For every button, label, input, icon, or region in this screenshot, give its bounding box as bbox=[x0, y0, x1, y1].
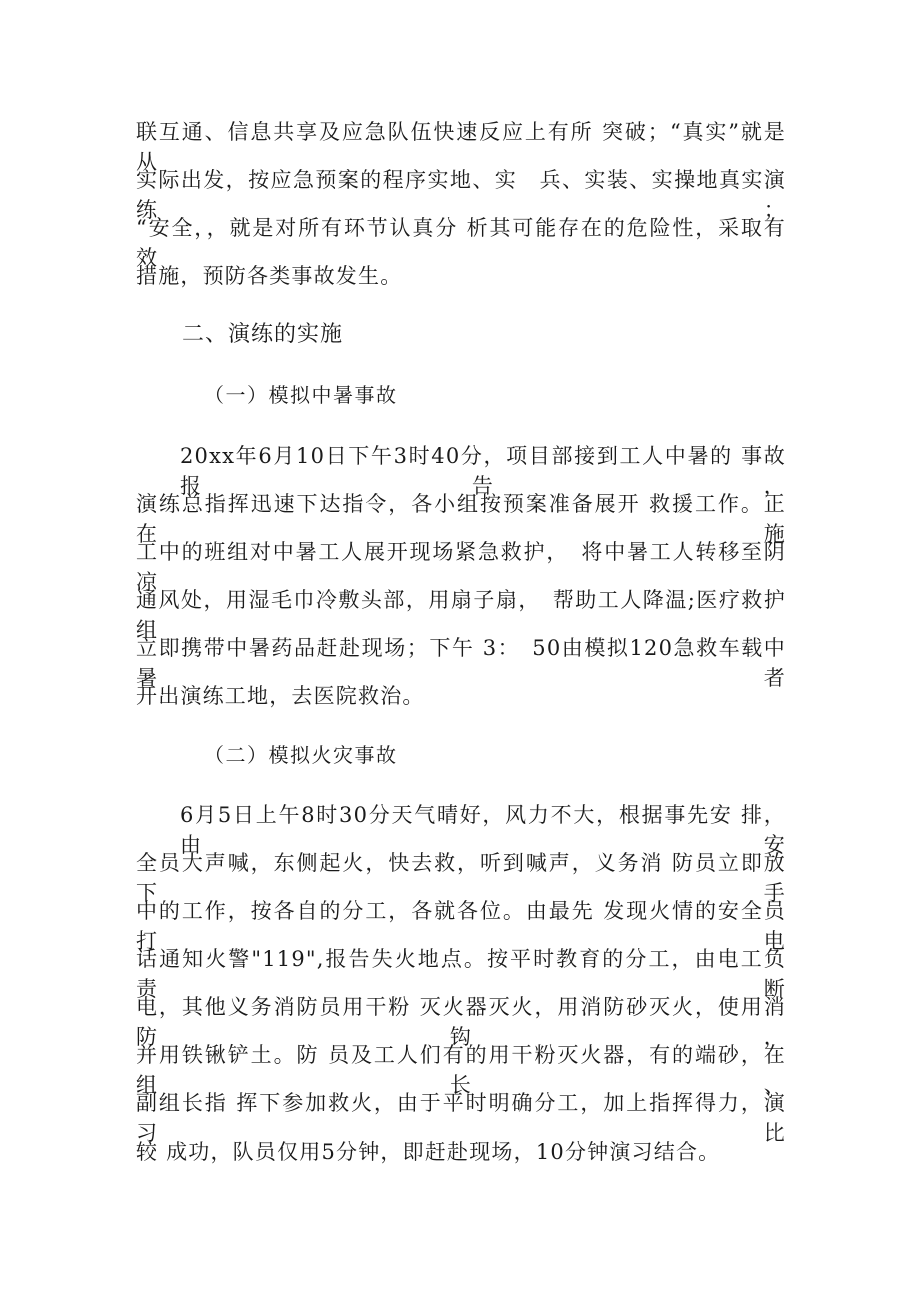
fire-line-2: 全员大声喊，东侧起火，快去救，听到喊声，义务消 防员立即放下手 bbox=[136, 851, 786, 905]
subsection-heading-heatstroke: （一）模拟中暑事故 bbox=[204, 383, 398, 407]
intro-line-2: 实际出发，按应急预案的程序实地、实 兵、实装、实操地真实演练； bbox=[136, 168, 786, 222]
fire-line-6: 并用铁锹铲土。防 员及工人们有的用干粉灭火器，有的端砂，在组长、 bbox=[136, 1043, 786, 1097]
heatstroke-line-4: 通风处，用湿毛巾冷敷头部，用扇子扇， 帮助工人降温;医疗救护组 bbox=[136, 588, 786, 642]
heatstroke-line-3: 工中的班组对中暑工人展开现场紧急救护， 将中暑工人转移至阴凉 bbox=[136, 540, 786, 594]
heatstroke-line-5: 立即携带中暑药品赶赴现场；下午 3： 50由模拟120急救车载中暑者 bbox=[136, 636, 786, 690]
heatstroke-line-6: 开出演练工地，去医院救治。 bbox=[136, 684, 425, 708]
intro-line-4: 措施，预防各类事故发生。 bbox=[136, 264, 403, 288]
section-heading: 二、演练的实施 bbox=[182, 322, 344, 347]
fire-line-1: 6月5日上午8时30分天气晴好，风力不大，根据事先安 排，由安 bbox=[180, 803, 786, 857]
fire-line-8: 较 成功，队员仅用5分钟，即赶赴现场，10分钟演习结合。 bbox=[136, 1140, 721, 1164]
fire-line-5: 电，其他义务消防员用干粉 灭火器灭火，用消防砂灭火，使用消防钩， bbox=[136, 995, 786, 1049]
heatstroke-line-2: 演练总指挥迅速下达指令，各小组按预案准备展开 救援工作。正在施 bbox=[136, 492, 786, 546]
heatstroke-line-1: 20xx年6月10日下午3时40分，项目部接到工人中暑的 事故报告， bbox=[180, 444, 786, 498]
intro-line-3: “安全，，就是对所有环节认真分 析其可能存在的危险性，采取有效 bbox=[136, 216, 786, 270]
subsection-heading-fire: （二）模拟火灾事故 bbox=[204, 743, 398, 767]
fire-line-7: 副组长指 挥下参加救火，由于平时明确分工，加上指挥得力，演习比 bbox=[136, 1091, 786, 1145]
fire-line-3: 中的工作，按各自的分工，各就各位。由最先 发现火情的安全员打电 bbox=[136, 899, 786, 953]
fire-line-4: 话通知火警"119",报告失火地点。按平时教育的分工，由电工负责断 bbox=[136, 947, 786, 1001]
intro-line-1: 联互通、信息共享及应急队伍快速反应上有所 突破；“真实”就是从 bbox=[136, 120, 786, 174]
